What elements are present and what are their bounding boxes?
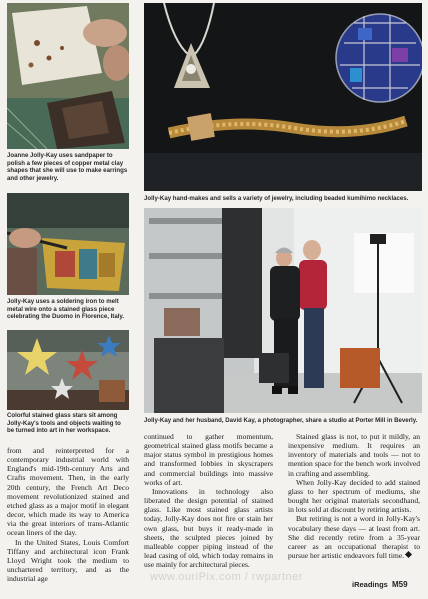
photo-studio: [144, 208, 422, 413]
article-column-3: [288, 432, 420, 560]
caption-soldering: Jolly-Kay uses a soldering iron to melt metal wire onto a stained glass piece celebrating the Duomo in Florence, Italy.: [7, 298, 125, 321]
caption-sandpaper: Joanne Jolly-Kay uses sandpaper to polish a few pieces of copper metal clay shapes that she will use to make earrings and other jewelry.: [7, 152, 128, 182]
caption-jewelry: Jolly-Kay hand-makes and sells a variety of jewelry, including beaded kumihimo necklaces.: [144, 195, 409, 202]
photo-jewelry: [144, 3, 422, 191]
article-column-2: [144, 432, 273, 569]
article-column-1: [7, 446, 129, 583]
photo-sandpaper: [7, 3, 129, 149]
footer-brand: iReadings: [352, 580, 388, 589]
article-paragraph: from and reinterpreted for a contemporary industrial world with England's mid-19th-century Arts and Crafts movement. Then, in the early 20th century, the French Art Deco movement revolutionized stained and etched glass as a major motif in elegant decor, which made its way to America via the great interiors of trans-Atlantic ocean liners of the day.: [7, 446, 129, 538]
caption-studio: Jolly-Kay and her husband, David Kay, a photographer, share a studio at Porter Mill in Beverly.: [144, 417, 418, 424]
photo-soldering: [7, 193, 129, 295]
end-mark-icon: [405, 551, 412, 558]
article-paragraph: When Jolly-Kay decided to add stained glass to her spectrum of mediums, she bought her original materials secondhand, in lots sold at discount by retiring artists.: [288, 477, 420, 515]
article-paragraph: [288, 514, 420, 560]
watermark: www.ouriPix.com / rwpartner: [150, 571, 303, 583]
page-number: M59: [392, 580, 408, 589]
photo-stars: [7, 330, 129, 410]
article-paragraph: Innovations in technology also liberated the design potential of stained glass. Like most stained glass artists today, Jolly-Kay does not fire or stain her own glass, but buys it ready-made in sheets, the sculpted pieces joined by malleable copper piping instead of the lead casing of old, which today remains in use mainly for architectural pieces.: [144, 486, 273, 570]
article-paragraph: continued to gather momentum, geometrical stained glass motifs became a major status symbol in prestigious homes and transformed lobbies in skyscrapers and commercial buildings into massive works of art.: [144, 432, 273, 487]
article-paragraph: In the United States, Louis Comfort Tiffany and architectural icon Frank Lloyd Wright took the medium to unchartered territory, and as the industrial age: [7, 537, 129, 584]
caption-stars: Colorful stained glass stars sit among Jolly-Kay's tools and objects waiting to be turned into art in her workspace.: [7, 412, 121, 435]
article-paragraph-text: But retiring is not a word in Jolly-Kay's vocabulary these days — at least from art. She did recently retire from a 35-year career as an occupational therapist to pursue her artistic endeavors full time.: [288, 514, 420, 561]
article-paragraph: Stained glass is not, to put it mildly, an inexpensive medium. It requires an inventory of materials and tools — not to mention space for the bench work involved in crafting and assembling.: [288, 432, 420, 478]
